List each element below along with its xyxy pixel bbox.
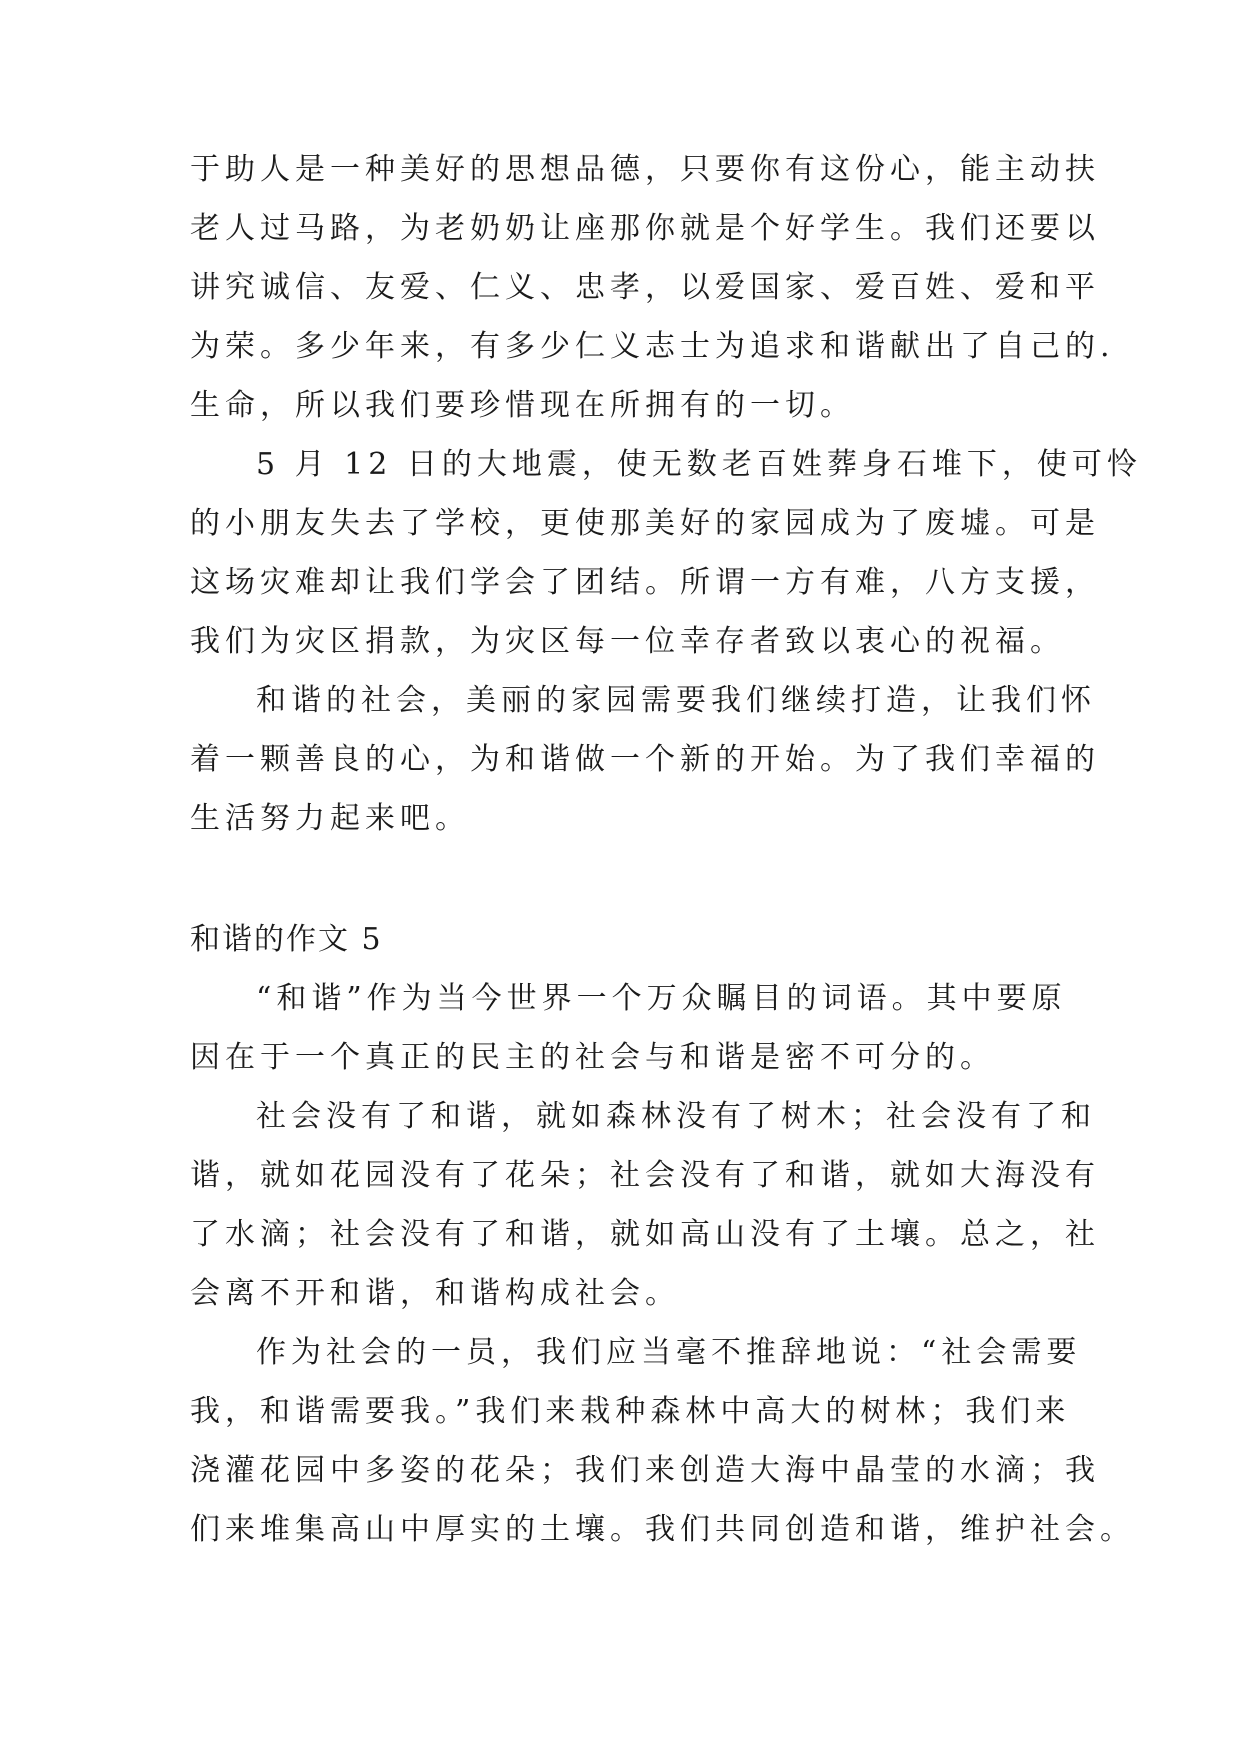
text-line: 讲究诚信、友爱、仁义、忠孝，以爱国家、爱百姓、爱和平 <box>190 270 1100 305</box>
paragraph-helping-others <box>190 140 1115 435</box>
paragraph-harmony-intro <box>190 969 1067 1087</box>
text-line: 5 月 12 日的大地震，使无数老百姓葬身石堆下，使可怜 <box>256 447 1142 482</box>
text-line: “和谐”作为当今世界一个万众瞩目的词语。其中要原 <box>256 981 1067 1016</box>
paragraph-member-of-society <box>190 1323 1135 1559</box>
text-line: 生命，所以我们要珍惜现在所拥有的一切。 <box>190 388 855 423</box>
text-line: 和谐的社会，美丽的家园需要我们继续打造，让我们怀 <box>256 683 1096 718</box>
paragraph-harmonious-society <box>190 671 1100 848</box>
text-line: 了水滴；社会没有了和谐，就如高山没有了土壤。总之，社 <box>190 1217 1100 1252</box>
text-line: 们来堆集高山中厚实的土壤。我们共同创造和谐，维护社会。 <box>190 1512 1135 1547</box>
text-line: 为荣。多少年来，有多少仁义志士为追求和谐献出了自己的. <box>190 329 1115 364</box>
paragraph-without-harmony <box>190 1087 1100 1323</box>
text-line: 会离不开和谐，和谐构成社会。 <box>190 1276 680 1311</box>
paragraph-earthquake <box>190 435 1142 671</box>
essay-heading: 和谐的作文 5 <box>190 922 383 957</box>
body-text-top <box>190 140 1142 848</box>
text-line: 着一颗善良的心，为和谐做一个新的开始。为了我们幸福的 <box>190 742 1100 777</box>
text-line: 浇灌花园中多姿的花朵；我们来创造大海中晶莹的水滴；我 <box>190 1453 1100 1488</box>
text-line: 我们为灾区捐款，为灾区每一位幸存者致以衷心的祝福。 <box>190 624 1065 659</box>
text-line: 这场灾难却让我们学会了团结。所谓一方有难，八方支援， <box>190 565 1100 600</box>
text-line: 老人过马路，为老奶奶让座那你就是个好学生。我们还要以 <box>190 211 1100 246</box>
text-line: 作为社会的一员，我们应当毫不推辞地说：“社会需要 <box>256 1335 1082 1370</box>
text-line: 的小朋友失去了学校，更使那美好的家园成为了废墟。可是 <box>190 506 1100 541</box>
text-line: 生活努力起来吧。 <box>190 801 470 836</box>
body-text-essay-5 <box>190 969 1135 1559</box>
text-line: 因在于一个真正的民主的社会与和谐是密不可分的。 <box>190 1040 995 1075</box>
text-line: 谐，就如花园没有了花朵；社会没有了和谐，就如大海没有 <box>190 1158 1100 1193</box>
text-line: 于助人是一种美好的思想品德，只要你有这份心，能主动扶 <box>190 152 1100 187</box>
text-line: 我，和谐需要我。”我们来栽种森林中高大的树林；我们来 <box>190 1394 1071 1429</box>
text-line: 社会没有了和谐，就如森林没有了树木；社会没有了和 <box>256 1099 1096 1134</box>
